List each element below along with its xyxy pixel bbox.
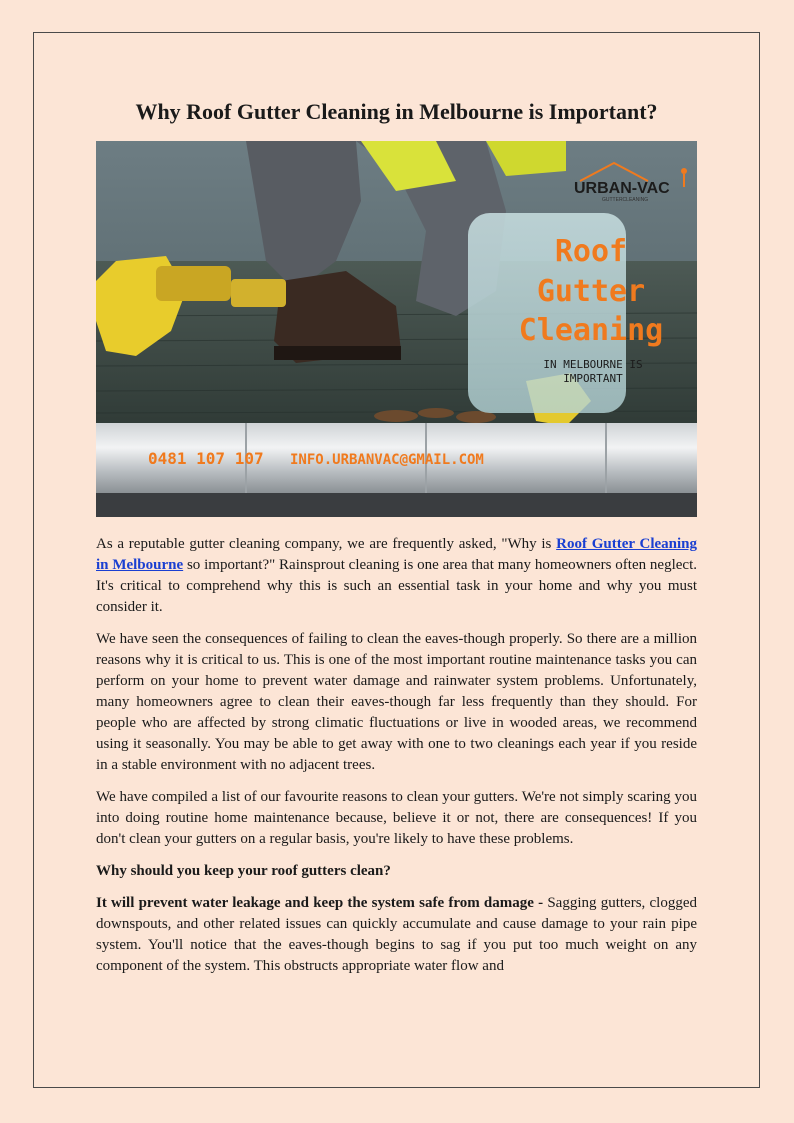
leakage-paragraph: It will prevent water leakage and keep the system safe from damage - Sagging gutters, clogged downspouts, and other related issues can quickly accumulate and cause damage to your rain pipe system. You'll notice that the eaves-though begins to sag if you put too much weight on any component of the system. This obstructs appropriate water flow and <box>96 895 697 974</box>
page-title: Why Roof Gutter Cleaning in Melbourne is Important? <box>135 99 658 124</box>
banner-headline-line-3: Cleaning <box>518 313 664 348</box>
consequences-paragraph: We have seen the consequences of failing to clean the eaves-though properly. So there are a million reasons why it is critical to us. This is one of the most important routine maintenance tasks you can perform on your home to prevent water damage and rainwater system problems. Unfortunately, many homeowners agree to clean their eaves-though far less frequently than they should. For people who are affected by strong climatic fluctuations or live in wooded areas, we recommend using it seasonally. You may be able to get away with one to two cleanings each year if you reside in a stable environment with no adjacent trees. <box>96 631 697 773</box>
banner-headline-line-1: Roof <box>554 234 628 269</box>
banner-phone: 0481 107 107 <box>148 449 264 468</box>
hero-banner-image <box>96 141 697 517</box>
banner-tagline-line-2: IMPORTANT <box>563 372 623 385</box>
brand-name: URBAN-VAC <box>574 180 670 197</box>
intro-paragraph: As a reputable gutter cleaning company, we are frequently asked, "Why is Roof Gutter Cleaning in Melbourne so important?" Rainsprout cleaning is one area that many homeowners often neglect. It's critical to comprehend why this is such an essential task in your home and why you must consider it. <box>96 536 697 615</box>
article-body <box>96 534 697 988</box>
brand-subtitle: GUTTERCLEANING <box>602 197 649 203</box>
roof-gutter-cleaning-link[interactable]: Roof Gutter Cleaning in Melbourne <box>96 536 697 573</box>
banner-email: INFO.URBANVAC@GMAIL.COM <box>290 452 484 468</box>
banner-tagline-line-1: IN MELBOURNE IS <box>543 358 643 371</box>
banner-headline-line-2: Gutter <box>536 274 646 309</box>
section-heading: Why should you keep your roof gutters clean? <box>96 863 391 879</box>
reasons-paragraph: We have compiled a list of our favourite reasons to clean your gutters. We're not simply scaring you into doing routine home maintenance because, believe it or not, there are consequences! If you don't clean your gutters on a regular basis, you're likely to have these problems. <box>96 789 697 847</box>
